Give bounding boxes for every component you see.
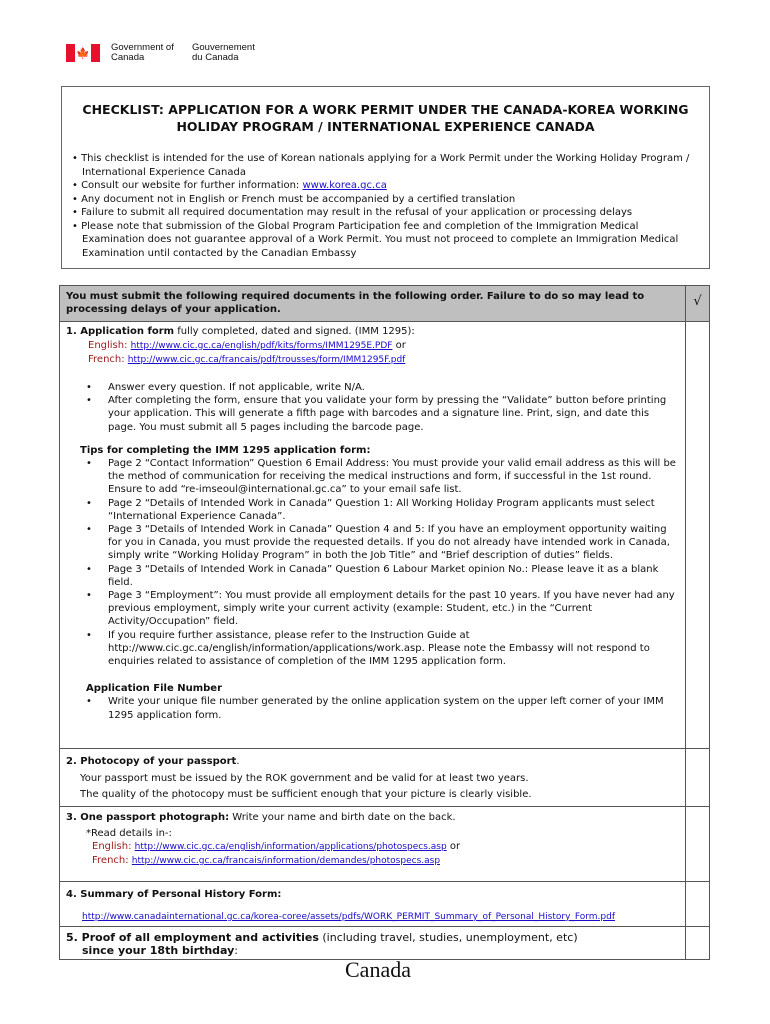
tip-item: • Page 3 “Details of Intended Work in Canada” Question 4 and 5: If you have an employment opportunity waiting for you in Canada, you must provide the requested details. If you do not already have intended work in Canada, simply write “Working Holiday Program” in both the Job Title” and “Brief description of duties” fields. xyxy=(86,524,670,562)
tip-item: • Page 2 “Contact Information” Question 6 Email Address: You must provide your valid email address as this will be the method of communication for receiving the medical instructions and form, if successful in the 1st round. Ensure to add “re-imseoul@international.gc.ca” to your email safe list. xyxy=(86,458,676,496)
korea-website-link[interactable]: www.korea.gc.ca xyxy=(302,180,387,191)
intro-box xyxy=(61,86,710,269)
page-title: CHECKLIST: APPLICATION FOR A WORK PERMIT UNDER THE CANADA-KOREA WORKING HOLIDAY PROGRAM / INTERNATIONAL EXPERIENCE CANADA xyxy=(82,102,689,134)
check-cell[interactable] xyxy=(686,322,709,748)
table-row: 1. Application form fully completed, dated and signed. (IMM 1295): English: http://www.cic.gc.ca/english/pdf/kits/forms/IMM1295E.PDF or French: http://www.cic.gc.ca/francais/pdf/trousses/form/IMM1295F.pdf • Answer every question. If not applicable, write N/A. • After completing the form, ensure that you validate your form by pressing the “Validate” button before printing your application. This will generate a fifth page with barcodes and a signature line. Print, sign, and date this page. You must submit all 5 pages including the barcode page. Tips for completing the IMM 1295 application form: • Page 2 “Contact Information” Question 6 Email Address: You must provide your valid email address as this will be the method of communication for receiving the medical instructions and form, if successful in the 1st round. Ensure to add “re-imseoul@international.gc.ca” to your email safe list. • Page 2 “Details of Intended Work in Canada” Question 1: All Working Holiday Program applicants must select “International Experience Canada”. • Page 3 “Details of Intended Work in Canada” Question 4 and 5: If you have an employment opportunity waiting for you in Canada, you must provide the requested details. If you do not already have intended work in Canada, simply write “Working Holiday Program” in both the Job Title” and “Brief description of duties” fields. • Page 3 “Details of Intended Work in Canada” Question 6 Labour Market opinion No.: Please leave it as a blank field. • Page 3 “Employment”: You must provide all employment details for the past 10 years. If you have never had any previous employment, simply write your current activity (example: Student, etc.) in the “Current Activity/Occupation” field. • If you require further assistance, please refer to the Instruction Guide at http://www.cic.gc.ca/english/information/applications/work.asp. Please note the Embassy will not respond to enquiries related to assistance of completion of the IMM 1295 application form. Application File Number • Write your unique file number generated by the online application system on the upper left corner of your IMM 1295 application form. xyxy=(60,321,709,748)
canada-wordmark: Canada xyxy=(345,957,411,982)
check-cell[interactable] xyxy=(686,807,709,881)
check-cell[interactable] xyxy=(686,882,709,926)
imm1295-english-link[interactable]: http://www.cic.gc.ca/english/pdf/kits/forms/IMM1295E.PDF xyxy=(130,340,393,351)
check-column-header: √ xyxy=(693,294,702,309)
intro-item: • This checklist is intended for the use of Korean nationals applying for a Work Permit under the Working Holiday Program / International Experience Canada xyxy=(72,153,690,178)
tip-item: • If you require further assistance, please refer to the Instruction Guide at http://www.cic.gc.ca/english/information/applications/work.asp. Please note the Embassy will not respond to enquiries related to assistance of completion of the IMM 1295 application form. xyxy=(86,629,650,668)
intro-item: • Failure to submit all required documentation may result in the refusal of your application or processing delays xyxy=(72,207,633,218)
photospecs-english-link[interactable]: http://www.cic.gc.ca/english/information/applications/photospecs.asp xyxy=(134,841,447,852)
list-item: • After completing the form, ensure that you validate your form by pressing the “Validate” button before printing your application. This will generate a fifth page with barcodes and a signature line. Print, sign, and date this page. You must submit all 5 pages including the barcode page. xyxy=(86,395,667,433)
tip-item: • Page 3 “Employment”: You must provide all employment details for the past 10 years. If you have never had any previous employment, simply write your current activity (example: Student, etc.) in the “Current Activity/Occupation” field. xyxy=(86,590,675,628)
table-row: 2. Photocopy of your passport. Your passport must be issued by the ROK government and be valid for at least two years. The quality of the photocopy must be sufficient enough that your picture is clearly visible. xyxy=(60,748,709,806)
gov-en: Government of Canada xyxy=(111,42,174,63)
table-row: 5. Proof of all employment and activities (including travel, studies, unemployment, etc) since your 18th birthday: xyxy=(60,926,709,959)
intro-item: • Any document not in English or French must be accompanied by a certified translation xyxy=(72,193,516,205)
tip-item: • Page 3 “Details of Intended Work in Canada” Question 6 Labour Market opinion No.: Please leave it as a blank field. xyxy=(86,563,659,588)
table-header: You must submit the following required documents in the following order. Failure to do so may lead to processing delays of your application. √ xyxy=(60,286,709,321)
government-of-canada-logo xyxy=(66,43,262,63)
imm1295-french-link[interactable]: http://www.cic.gc.ca/francais/pdf/trousses/form/IMM1295F.pdf xyxy=(127,354,406,365)
checklist-table xyxy=(59,285,710,960)
personal-history-form-link[interactable]: http://www.canadainternational.gc.ca/korea-coree/assets/pdfs/WORK_PERMIT_Summary_of_Personal_History_Form.pdf xyxy=(82,911,616,922)
list-item: • Write your unique file number generated by the online application system on the upper left corner of your IMM 1295 application form. xyxy=(86,696,664,721)
canada-flag-icon: 🍁 xyxy=(66,44,100,62)
gov-fr: Gouvernement du Canada xyxy=(192,42,255,63)
check-cell[interactable] xyxy=(686,927,709,959)
table-row: 3. One passport photograph: Write your name and birth date on the back. *Read details in-: English: http://www.cic.gc.ca/english/information/applications/photospecs.asp or French: http://www.cic.gc.ca/francais/information/demandes/photospecs.asp xyxy=(60,806,709,881)
photospecs-french-link[interactable]: http://www.cic.gc.ca/francais/information/demandes/photospecs.asp xyxy=(131,856,441,867)
table-row: 4. Summary of Personal History Form: http://www.canadainternational.gc.ca/korea-coree/assets/pdfs/WORK_PERMIT_Summary_of_Personal_History_Form.pdf xyxy=(60,881,709,926)
intro-item: • Consult our website for further information: www.korea.gc.ca xyxy=(72,180,387,191)
tip-item: • Page 2 “Details of Intended Work in Canada” Question 1: All Working Holiday Program applicants must select “International Experience Canada”. xyxy=(86,497,655,522)
list-item: • Answer every question. If not applicable, write N/A. xyxy=(86,382,365,394)
intro-item: • Please note that submission of the Global Program Participation fee and completion of the Immigration Medical Examination does not guarantee approval of a Work Permit. You must not proceed to complete an Immigration Medical Examination until contacted by the Canadian Embassy xyxy=(72,220,679,259)
check-cell[interactable] xyxy=(686,749,709,806)
